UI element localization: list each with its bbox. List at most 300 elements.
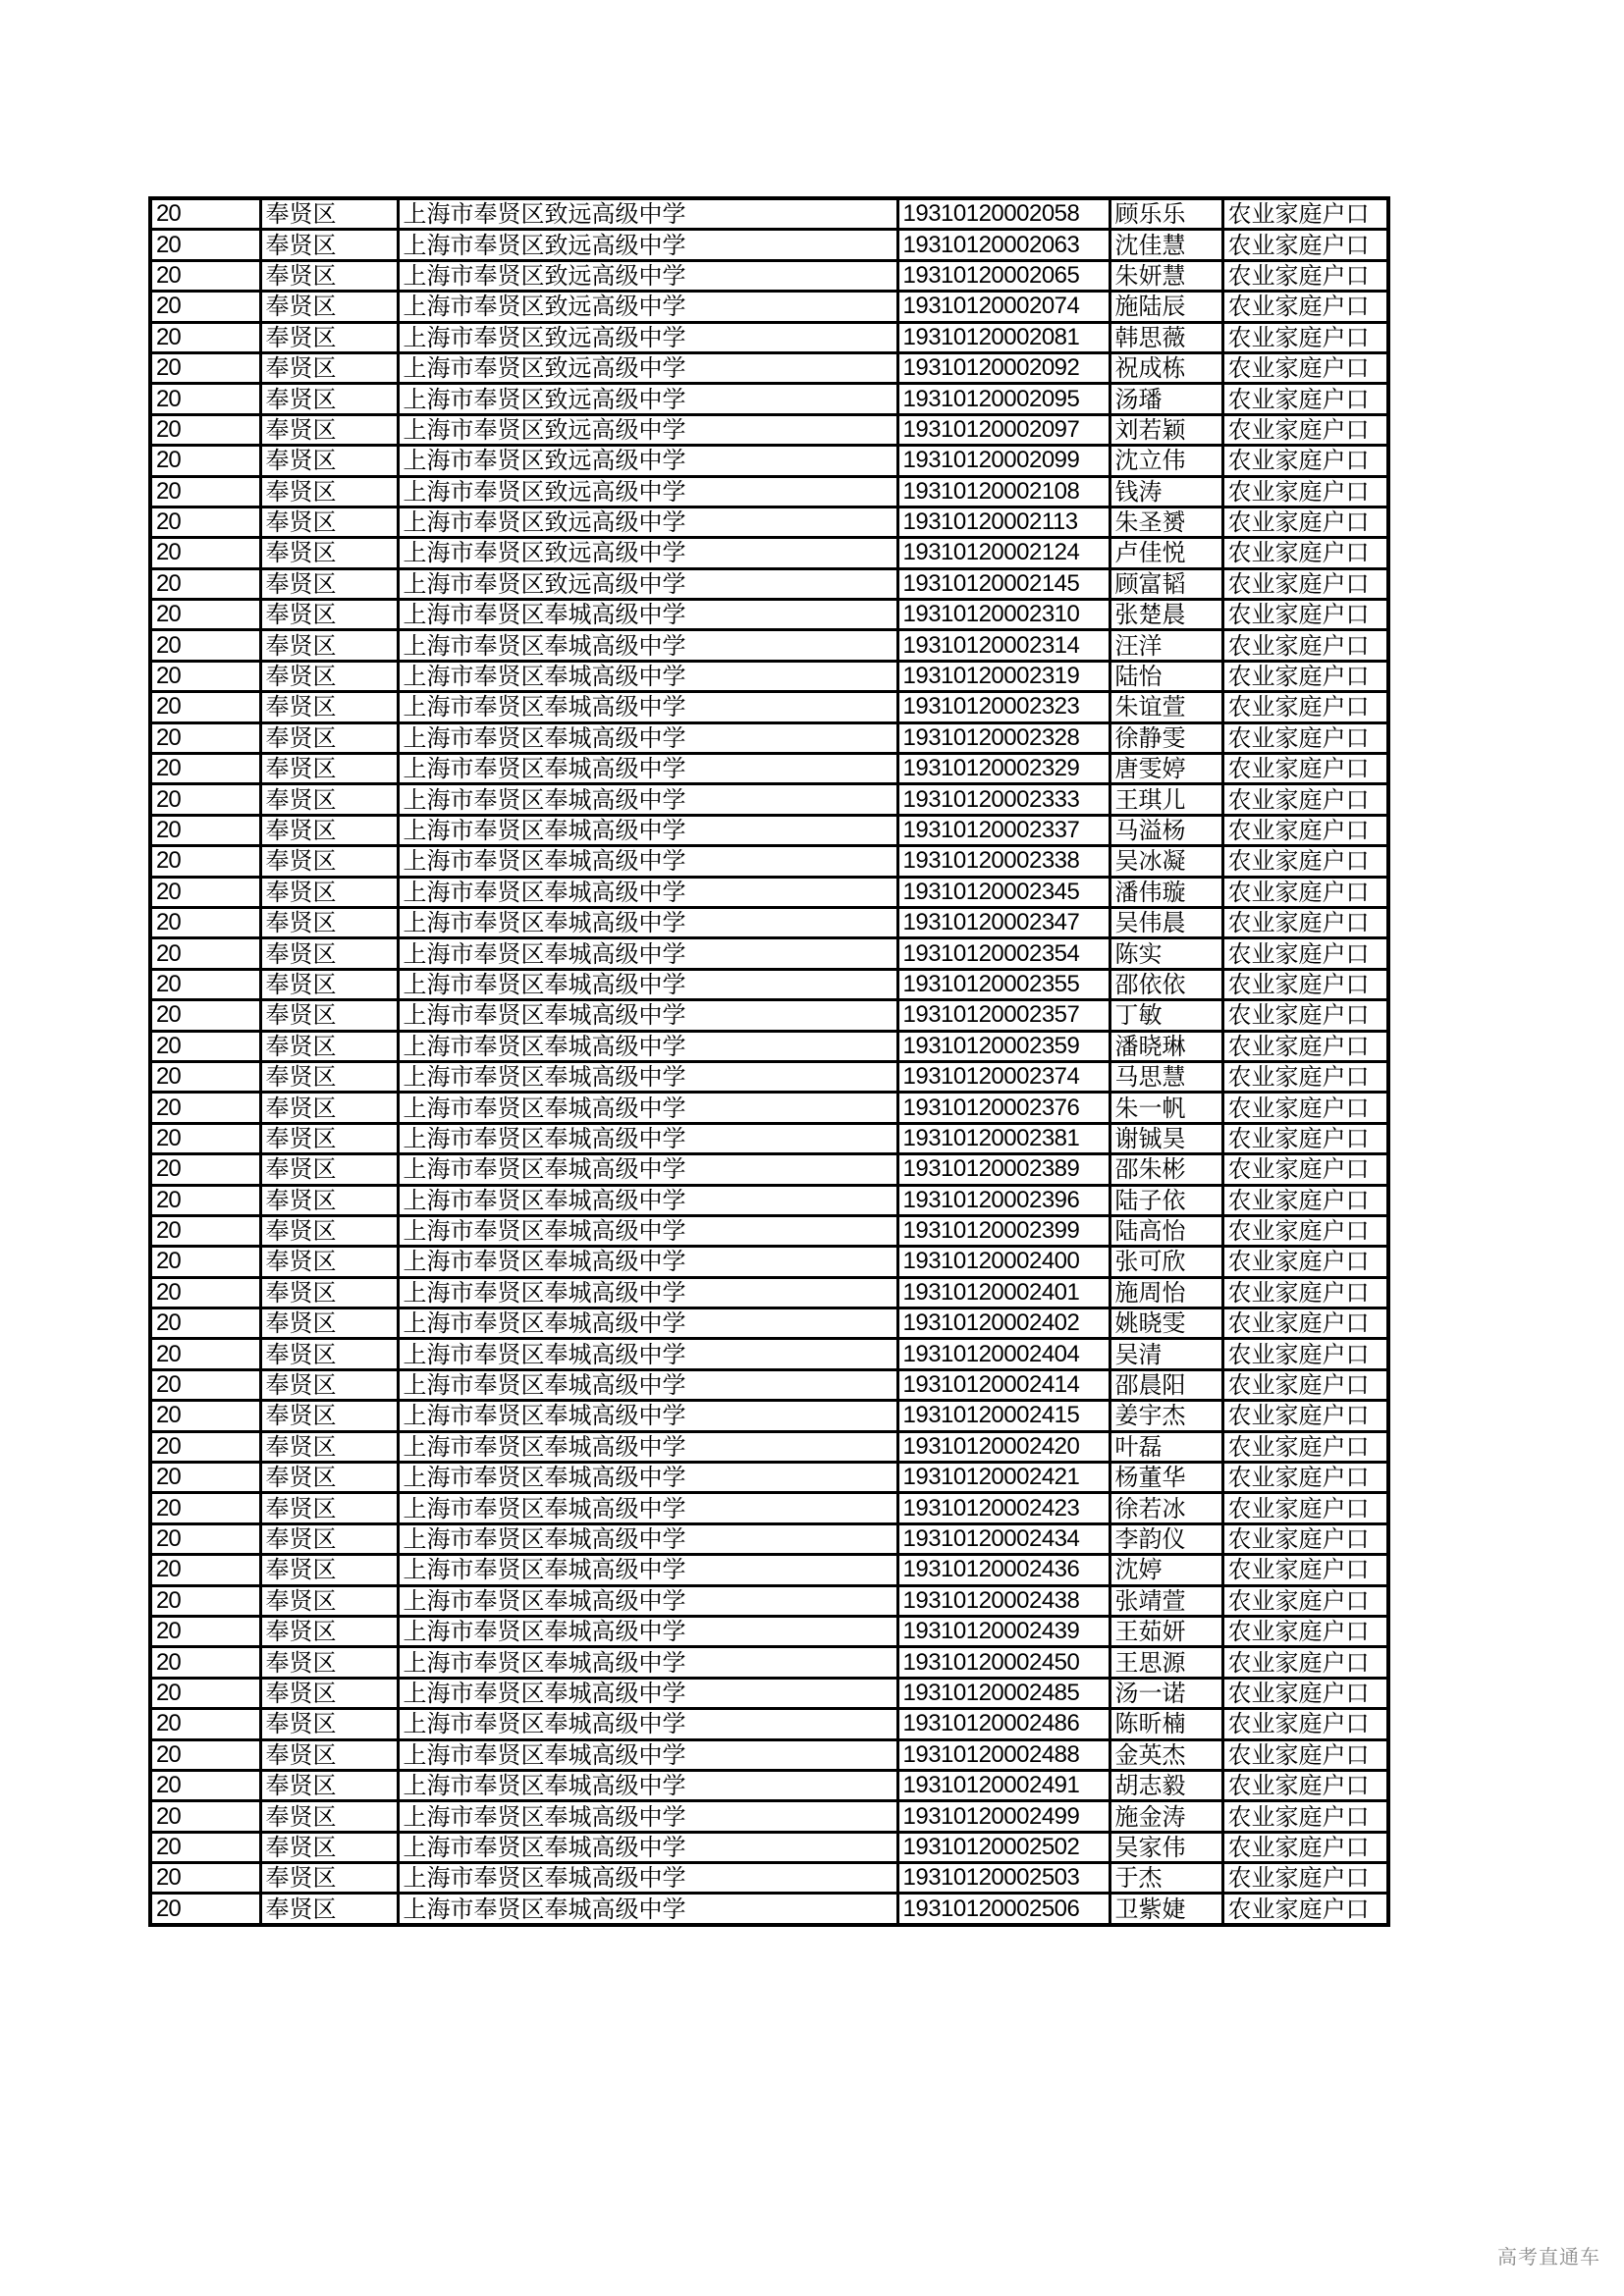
table-row — [150, 322, 1388, 352]
table-row — [150, 1339, 1388, 1369]
student-name-cell: 刘若颖 — [1110, 414, 1222, 445]
household-type-cell: 农业家庭户口 — [1222, 1185, 1388, 1215]
exam-id-cell: 19310120002381 — [897, 1123, 1110, 1153]
district-cell: 奉贤区 — [260, 1339, 398, 1369]
student-name-cell: 潘伟璇 — [1110, 877, 1222, 907]
table-row — [150, 692, 1388, 722]
household-type-cell: 农业家庭户口 — [1222, 538, 1388, 568]
household-type-cell: 农业家庭户口 — [1222, 846, 1388, 877]
school-cell: 上海市奉贤区奉城高级中学 — [398, 815, 897, 845]
batch-cell: 20 — [150, 877, 260, 907]
district-cell: 奉贤区 — [260, 1463, 398, 1493]
exam-id-cell: 19310120002434 — [897, 1523, 1110, 1554]
table-row — [150, 476, 1388, 507]
table-row — [150, 1585, 1388, 1616]
household-type-cell: 农业家庭户口 — [1222, 630, 1388, 661]
student-name-cell: 杨董华 — [1110, 1463, 1222, 1493]
exam-id-cell: 19310120002488 — [897, 1739, 1110, 1770]
batch-cell: 20 — [150, 1863, 260, 1894]
exam-id-cell: 19310120002337 — [897, 815, 1110, 845]
exam-id-cell: 19310120002333 — [897, 784, 1110, 815]
batch-cell: 20 — [150, 1247, 260, 1277]
school-cell: 上海市奉贤区奉城高级中学 — [398, 1061, 897, 1092]
student-name-cell: 王思源 — [1110, 1647, 1222, 1678]
district-cell: 奉贤区 — [260, 446, 398, 476]
exam-id-cell: 19310120002314 — [897, 630, 1110, 661]
district-cell: 奉贤区 — [260, 1369, 398, 1400]
student-name-cell: 施金涛 — [1110, 1801, 1222, 1832]
table-row — [150, 538, 1388, 568]
district-cell: 奉贤区 — [260, 1308, 398, 1339]
student-name-cell: 顾乐乐 — [1110, 198, 1222, 230]
exam-id-cell: 19310120002074 — [897, 292, 1110, 322]
exam-id-cell: 19310120002404 — [897, 1339, 1110, 1369]
school-cell: 上海市奉贤区致远高级中学 — [398, 230, 897, 260]
district-cell: 奉贤区 — [260, 1493, 398, 1523]
exam-id-cell: 19310120002323 — [897, 692, 1110, 722]
household-type-cell: 农业家庭户口 — [1222, 476, 1388, 507]
table-row — [150, 198, 1388, 230]
student-name-cell: 朱谊萱 — [1110, 692, 1222, 722]
school-cell: 上海市奉贤区奉城高级中学 — [398, 1093, 897, 1123]
table-row — [150, 352, 1388, 383]
exam-id-cell: 19310120002376 — [897, 1093, 1110, 1123]
household-type-cell: 农业家庭户口 — [1222, 384, 1388, 414]
district-cell: 奉贤区 — [260, 352, 398, 383]
exam-id-cell: 19310120002506 — [897, 1894, 1110, 1925]
batch-cell: 20 — [150, 661, 260, 691]
district-cell: 奉贤区 — [260, 722, 398, 753]
batch-cell: 20 — [150, 1616, 260, 1646]
batch-cell: 20 — [150, 1154, 260, 1185]
exam-id-cell: 19310120002145 — [897, 568, 1110, 599]
district-cell: 奉贤区 — [260, 198, 398, 230]
batch-cell: 20 — [150, 1215, 260, 1246]
batch-cell: 20 — [150, 846, 260, 877]
exam-id-cell: 19310120002400 — [897, 1247, 1110, 1277]
district-cell: 奉贤区 — [260, 1154, 398, 1185]
household-type-cell: 农业家庭户口 — [1222, 692, 1388, 722]
table-row — [150, 1678, 1388, 1708]
household-type-cell: 农业家庭户口 — [1222, 507, 1388, 537]
school-cell: 上海市奉贤区奉城高级中学 — [398, 1431, 897, 1462]
household-type-cell: 农业家庭户口 — [1222, 292, 1388, 322]
household-type-cell: 农业家庭户口 — [1222, 1832, 1388, 1862]
student-name-cell: 张可欣 — [1110, 1247, 1222, 1277]
table-row — [150, 630, 1388, 661]
student-name-cell: 朱一帆 — [1110, 1093, 1222, 1123]
household-type-cell: 农业家庭户口 — [1222, 815, 1388, 845]
exam-id-cell: 19310120002402 — [897, 1308, 1110, 1339]
exam-id-cell: 19310120002345 — [897, 877, 1110, 907]
exam-id-cell: 19310120002092 — [897, 352, 1110, 383]
batch-cell: 20 — [150, 1123, 260, 1153]
school-cell: 上海市奉贤区致远高级中学 — [398, 384, 897, 414]
exam-id-cell: 19310120002329 — [897, 754, 1110, 784]
batch-cell: 20 — [150, 784, 260, 815]
student-name-cell: 马思慧 — [1110, 1061, 1222, 1092]
exam-id-cell: 19310120002420 — [897, 1431, 1110, 1462]
table-row — [150, 969, 1388, 999]
table-row — [150, 784, 1388, 815]
district-cell: 奉贤区 — [260, 1401, 398, 1431]
table-row — [150, 1832, 1388, 1862]
school-cell: 上海市奉贤区奉城高级中学 — [398, 1369, 897, 1400]
batch-cell: 20 — [150, 1801, 260, 1832]
district-cell: 奉贤区 — [260, 692, 398, 722]
school-cell: 上海市奉贤区奉城高级中学 — [398, 877, 897, 907]
table-row — [150, 414, 1388, 445]
exam-id-cell: 19310120002436 — [897, 1555, 1110, 1585]
batch-cell: 20 — [150, 754, 260, 784]
school-cell: 上海市奉贤区奉城高级中学 — [398, 600, 897, 630]
exam-id-cell: 19310120002485 — [897, 1678, 1110, 1708]
table-row — [150, 1616, 1388, 1646]
district-cell: 奉贤区 — [260, 260, 398, 291]
student-name-cell: 朱圣赟 — [1110, 507, 1222, 537]
district-cell: 奉贤区 — [260, 846, 398, 877]
exam-id-cell: 19310120002421 — [897, 1463, 1110, 1493]
batch-cell: 20 — [150, 414, 260, 445]
student-name-cell: 吴冰凝 — [1110, 846, 1222, 877]
batch-cell: 20 — [150, 1555, 260, 1585]
student-name-cell: 王琪儿 — [1110, 784, 1222, 815]
student-name-cell: 邵依依 — [1110, 969, 1222, 999]
student-name-cell: 陆子依 — [1110, 1185, 1222, 1215]
school-cell: 上海市奉贤区奉城高级中学 — [398, 1308, 897, 1339]
district-cell: 奉贤区 — [260, 1431, 398, 1462]
school-cell: 上海市奉贤区致远高级中学 — [398, 292, 897, 322]
student-name-cell: 卫紫婕 — [1110, 1894, 1222, 1925]
household-type-cell: 农业家庭户口 — [1222, 352, 1388, 383]
exam-id-cell: 19310120002354 — [897, 938, 1110, 969]
district-cell: 奉贤区 — [260, 1277, 398, 1308]
district-cell: 奉贤区 — [260, 1523, 398, 1554]
batch-cell: 20 — [150, 1585, 260, 1616]
exam-id-cell: 19310120002414 — [897, 1369, 1110, 1400]
district-cell: 奉贤区 — [260, 1678, 398, 1708]
student-name-cell: 吴伟晨 — [1110, 907, 1222, 937]
school-cell: 上海市奉贤区奉城高级中学 — [398, 1832, 897, 1862]
exam-id-cell: 19310120002347 — [897, 907, 1110, 937]
exam-id-cell: 19310120002396 — [897, 1185, 1110, 1215]
district-cell: 奉贤区 — [260, 600, 398, 630]
district-cell: 奉贤区 — [260, 476, 398, 507]
school-cell: 上海市奉贤区致远高级中学 — [398, 198, 897, 230]
batch-cell: 20 — [150, 568, 260, 599]
batch-cell: 20 — [150, 1709, 260, 1739]
district-cell: 奉贤区 — [260, 1863, 398, 1894]
table-row — [150, 230, 1388, 260]
district-cell: 奉贤区 — [260, 1709, 398, 1739]
batch-cell: 20 — [150, 1031, 260, 1061]
district-cell: 奉贤区 — [260, 1894, 398, 1925]
school-cell: 上海市奉贤区致远高级中学 — [398, 322, 897, 352]
exam-id-cell: 19310120002423 — [897, 1493, 1110, 1523]
table-row — [150, 1031, 1388, 1061]
district-cell: 奉贤区 — [260, 292, 398, 322]
district-cell: 奉贤区 — [260, 568, 398, 599]
student-name-cell: 姜宇杰 — [1110, 1401, 1222, 1431]
school-cell: 上海市奉贤区奉城高级中学 — [398, 1616, 897, 1646]
student-name-cell: 韩思薇 — [1110, 322, 1222, 352]
exam-id-cell: 19310120002503 — [897, 1863, 1110, 1894]
student-name-cell: 祝成栋 — [1110, 352, 1222, 383]
district-cell: 奉贤区 — [260, 1185, 398, 1215]
household-type-cell: 农业家庭户口 — [1222, 661, 1388, 691]
table-row — [150, 1894, 1388, 1925]
district-cell: 奉贤区 — [260, 1770, 398, 1800]
table-row — [150, 1123, 1388, 1153]
batch-cell: 20 — [150, 1647, 260, 1678]
district-cell: 奉贤区 — [260, 384, 398, 414]
school-cell: 上海市奉贤区奉城高级中学 — [398, 969, 897, 999]
batch-cell: 20 — [150, 384, 260, 414]
district-cell: 奉贤区 — [260, 969, 398, 999]
table-row — [150, 1431, 1388, 1462]
exam-id-cell: 19310120002081 — [897, 322, 1110, 352]
exam-id-cell: 19310120002310 — [897, 600, 1110, 630]
household-type-cell: 农业家庭户口 — [1222, 1894, 1388, 1925]
batch-cell: 20 — [150, 322, 260, 352]
district-cell: 奉贤区 — [260, 322, 398, 352]
household-type-cell: 农业家庭户口 — [1222, 230, 1388, 260]
household-type-cell: 农业家庭户口 — [1222, 446, 1388, 476]
school-cell: 上海市奉贤区奉城高级中学 — [398, 1709, 897, 1739]
table-row — [150, 1308, 1388, 1339]
school-cell: 上海市奉贤区奉城高级中学 — [398, 1894, 897, 1925]
student-name-cell: 王茹妍 — [1110, 1616, 1222, 1646]
batch-cell: 20 — [150, 1523, 260, 1554]
table-row — [150, 568, 1388, 599]
table-row — [150, 1215, 1388, 1246]
student-name-cell: 姚晓雯 — [1110, 1308, 1222, 1339]
table-row — [150, 1801, 1388, 1832]
table-row — [150, 1555, 1388, 1585]
household-type-cell: 农业家庭户口 — [1222, 1215, 1388, 1246]
watermark-text: 高考直通车 — [1497, 2245, 1600, 2269]
table-row — [150, 1647, 1388, 1678]
batch-cell: 20 — [150, 1093, 260, 1123]
district-cell: 奉贤区 — [260, 1832, 398, 1862]
student-name-cell: 陆高怡 — [1110, 1215, 1222, 1246]
exam-id-cell: 19310120002491 — [897, 1770, 1110, 1800]
school-cell: 上海市奉贤区奉城高级中学 — [398, 754, 897, 784]
student-name-cell: 汪洋 — [1110, 630, 1222, 661]
batch-cell: 20 — [150, 1832, 260, 1862]
table-row — [150, 1277, 1388, 1308]
table-row — [150, 815, 1388, 845]
household-type-cell: 农业家庭户口 — [1222, 1863, 1388, 1894]
batch-cell: 20 — [150, 292, 260, 322]
district-cell: 奉贤区 — [260, 907, 398, 937]
household-type-cell: 农业家庭户口 — [1222, 1739, 1388, 1770]
table-row — [150, 877, 1388, 907]
batch-cell: 20 — [150, 1369, 260, 1400]
table-row — [150, 907, 1388, 937]
batch-cell: 20 — [150, 1431, 260, 1462]
school-cell: 上海市奉贤区奉城高级中学 — [398, 1463, 897, 1493]
student-name-cell: 张靖萱 — [1110, 1585, 1222, 1616]
table-row — [150, 846, 1388, 877]
household-type-cell: 农业家庭户口 — [1222, 1555, 1388, 1585]
exam-id-cell: 19310120002063 — [897, 230, 1110, 260]
household-type-cell: 农业家庭户口 — [1222, 1277, 1388, 1308]
school-cell: 上海市奉贤区奉城高级中学 — [398, 1247, 897, 1277]
batch-cell: 20 — [150, 1000, 260, 1031]
household-type-cell: 农业家庭户口 — [1222, 198, 1388, 230]
table-row — [150, 260, 1388, 291]
student-name-cell: 施周怡 — [1110, 1277, 1222, 1308]
household-type-cell: 农业家庭户口 — [1222, 1493, 1388, 1523]
table-row — [150, 1493, 1388, 1523]
school-cell: 上海市奉贤区奉城高级中学 — [398, 692, 897, 722]
batch-cell: 20 — [150, 1770, 260, 1800]
batch-cell: 20 — [150, 1678, 260, 1708]
school-cell: 上海市奉贤区奉城高级中学 — [398, 1031, 897, 1061]
household-type-cell: 农业家庭户口 — [1222, 1123, 1388, 1153]
school-cell: 上海市奉贤区奉城高级中学 — [398, 1739, 897, 1770]
district-cell: 奉贤区 — [260, 661, 398, 691]
school-cell: 上海市奉贤区奉城高级中学 — [398, 1770, 897, 1800]
exam-id-cell: 19310120002401 — [897, 1277, 1110, 1308]
table-row — [150, 1185, 1388, 1215]
student-name-cell: 沈立伟 — [1110, 446, 1222, 476]
district-cell: 奉贤区 — [260, 414, 398, 445]
table-row — [150, 754, 1388, 784]
district-cell: 奉贤区 — [260, 1247, 398, 1277]
school-cell: 上海市奉贤区奉城高级中学 — [398, 1555, 897, 1585]
student-name-cell: 徐若冰 — [1110, 1493, 1222, 1523]
school-cell: 上海市奉贤区致远高级中学 — [398, 414, 897, 445]
batch-cell: 20 — [150, 1894, 260, 1925]
exam-id-cell: 19310120002439 — [897, 1616, 1110, 1646]
exam-id-cell: 19310120002355 — [897, 969, 1110, 999]
household-type-cell: 农业家庭户口 — [1222, 1369, 1388, 1400]
school-cell: 上海市奉贤区致远高级中学 — [398, 507, 897, 537]
student-name-cell: 潘晓琳 — [1110, 1031, 1222, 1061]
exam-id-cell: 19310120002099 — [897, 446, 1110, 476]
district-cell: 奉贤区 — [260, 1215, 398, 1246]
school-cell: 上海市奉贤区奉城高级中学 — [398, 1863, 897, 1894]
district-cell: 奉贤区 — [260, 784, 398, 815]
table-row — [150, 1709, 1388, 1739]
student-name-cell: 胡志毅 — [1110, 1770, 1222, 1800]
student-name-cell: 邵晨阳 — [1110, 1369, 1222, 1400]
batch-cell: 20 — [150, 446, 260, 476]
school-cell: 上海市奉贤区奉城高级中学 — [398, 784, 897, 815]
household-type-cell: 农业家庭户口 — [1222, 600, 1388, 630]
household-type-cell: 农业家庭户口 — [1222, 1061, 1388, 1092]
household-type-cell: 农业家庭户口 — [1222, 1616, 1388, 1646]
batch-cell: 20 — [150, 1493, 260, 1523]
student-name-cell: 顾富韬 — [1110, 568, 1222, 599]
household-type-cell: 农业家庭户口 — [1222, 1000, 1388, 1031]
batch-cell: 20 — [150, 600, 260, 630]
student-name-cell: 李韵仪 — [1110, 1523, 1222, 1554]
household-type-cell: 农业家庭户口 — [1222, 754, 1388, 784]
roster-body — [150, 198, 1388, 1925]
school-cell: 上海市奉贤区奉城高级中学 — [398, 1154, 897, 1185]
table-row — [150, 1154, 1388, 1185]
table-row — [150, 1061, 1388, 1092]
household-type-cell: 农业家庭户口 — [1222, 722, 1388, 753]
student-name-cell: 张楚晨 — [1110, 600, 1222, 630]
exam-id-cell: 19310120002058 — [897, 198, 1110, 230]
table-row — [150, 1770, 1388, 1800]
student-name-cell: 金英杰 — [1110, 1739, 1222, 1770]
school-cell: 上海市奉贤区奉城高级中学 — [398, 1801, 897, 1832]
batch-cell: 20 — [150, 1739, 260, 1770]
household-type-cell: 农业家庭户口 — [1222, 1093, 1388, 1123]
batch-cell: 20 — [150, 969, 260, 999]
school-cell: 上海市奉贤区致远高级中学 — [398, 476, 897, 507]
student-name-cell: 唐雯婷 — [1110, 754, 1222, 784]
district-cell: 奉贤区 — [260, 754, 398, 784]
household-type-cell: 农业家庭户口 — [1222, 1339, 1388, 1369]
household-type-cell: 农业家庭户口 — [1222, 260, 1388, 291]
household-type-cell: 农业家庭户口 — [1222, 1801, 1388, 1832]
district-cell: 奉贤区 — [260, 1739, 398, 1770]
student-name-cell: 汤璠 — [1110, 384, 1222, 414]
table-row — [150, 384, 1388, 414]
exam-id-cell: 19310120002338 — [897, 846, 1110, 877]
student-name-cell: 于杰 — [1110, 1863, 1222, 1894]
district-cell: 奉贤区 — [260, 877, 398, 907]
district-cell: 奉贤区 — [260, 938, 398, 969]
student-name-cell: 叶磊 — [1110, 1431, 1222, 1462]
table-row — [150, 1523, 1388, 1554]
student-roster-table — [148, 196, 1390, 1927]
district-cell: 奉贤区 — [260, 1061, 398, 1092]
household-type-cell: 农业家庭户口 — [1222, 1308, 1388, 1339]
household-type-cell: 农业家庭户口 — [1222, 1463, 1388, 1493]
batch-cell: 20 — [150, 507, 260, 537]
student-name-cell: 陆怡 — [1110, 661, 1222, 691]
batch-cell: 20 — [150, 1061, 260, 1092]
district-cell: 奉贤区 — [260, 815, 398, 845]
table-row — [150, 507, 1388, 537]
school-cell: 上海市奉贤区奉城高级中学 — [398, 846, 897, 877]
school-cell: 上海市奉贤区致远高级中学 — [398, 446, 897, 476]
household-type-cell: 农业家庭户口 — [1222, 414, 1388, 445]
exam-id-cell: 19310120002450 — [897, 1647, 1110, 1678]
household-type-cell: 农业家庭户口 — [1222, 1154, 1388, 1185]
batch-cell: 20 — [150, 352, 260, 383]
batch-cell: 20 — [150, 1339, 260, 1369]
batch-cell: 20 — [150, 538, 260, 568]
household-type-cell: 农业家庭户口 — [1222, 907, 1388, 937]
household-type-cell: 农业家庭户口 — [1222, 969, 1388, 999]
school-cell: 上海市奉贤区奉城高级中学 — [398, 1277, 897, 1308]
household-type-cell: 农业家庭户口 — [1222, 1647, 1388, 1678]
student-name-cell: 施陆辰 — [1110, 292, 1222, 322]
household-type-cell: 农业家庭户口 — [1222, 877, 1388, 907]
district-cell: 奉贤区 — [260, 507, 398, 537]
exam-id-cell: 19310120002486 — [897, 1709, 1110, 1739]
school-cell: 上海市奉贤区奉城高级中学 — [398, 1000, 897, 1031]
table-row — [150, 446, 1388, 476]
household-type-cell: 农业家庭户口 — [1222, 784, 1388, 815]
exam-id-cell: 19310120002095 — [897, 384, 1110, 414]
student-name-cell: 沈婷 — [1110, 1555, 1222, 1585]
student-name-cell: 邵朱彬 — [1110, 1154, 1222, 1185]
batch-cell: 20 — [150, 1277, 260, 1308]
student-name-cell: 吴清 — [1110, 1339, 1222, 1369]
student-name-cell: 朱妍慧 — [1110, 260, 1222, 291]
batch-cell: 20 — [150, 1401, 260, 1431]
table-row — [150, 600, 1388, 630]
